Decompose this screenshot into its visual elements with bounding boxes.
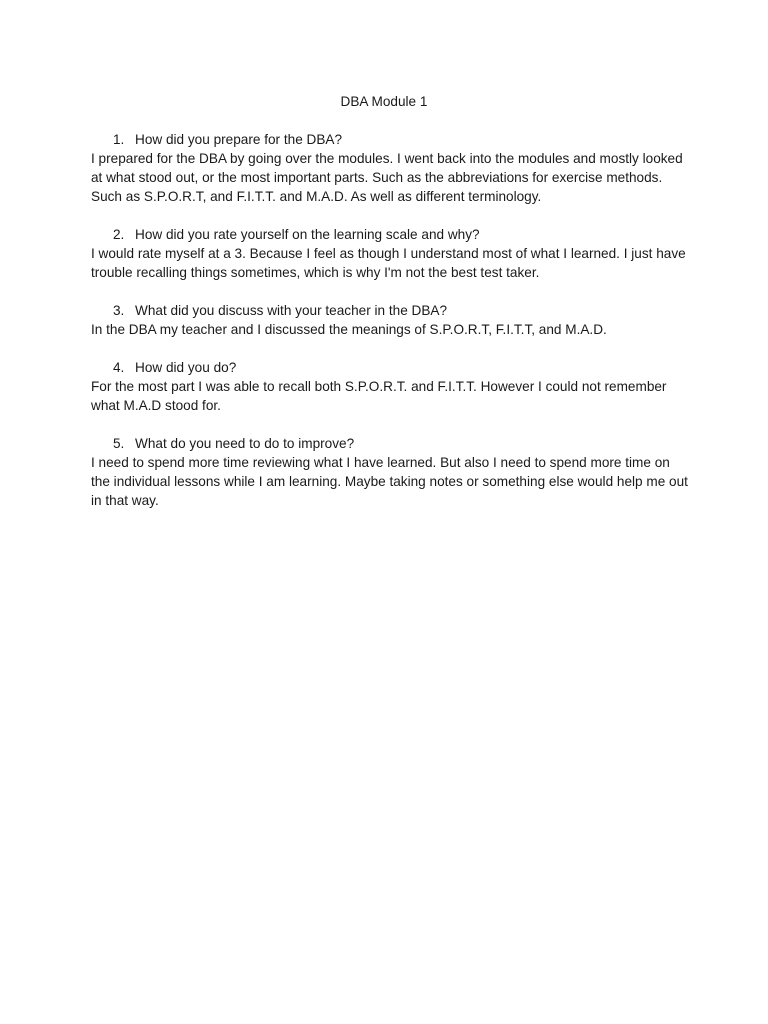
question-text: What did you discuss with your teacher in the DBA?: [135, 303, 448, 318]
question-2: [91, 225, 691, 244]
question-number: 1.: [113, 132, 125, 147]
question-1: [91, 130, 691, 149]
question-text: How did you do?: [135, 360, 237, 375]
question-5: [91, 434, 691, 453]
question-4: [91, 358, 691, 377]
qa-item-5: [91, 434, 691, 510]
answer-2: I would rate myself at a 3. Because I feel as though I understand most of what I learned. I just have trouble recalling things sometimes, which is why I'm not the best test taker.: [91, 246, 686, 280]
question-number: 2.: [113, 227, 125, 242]
question-text: How did you rate yourself on the learning scale and why?: [135, 227, 480, 242]
question-number: 3.: [113, 303, 125, 318]
question-3: [91, 301, 691, 320]
answer-4: For the most part I was able to recall both S.P.O.R.T. and F.I.T.T. However I could not remember what M.A.D stood for.: [91, 379, 667, 413]
qa-item-2: [91, 225, 691, 282]
qa-item-1: [91, 130, 691, 206]
qa-list: [91, 130, 691, 529]
qa-item-4: [91, 358, 691, 415]
answer-1: I prepared for the DBA by going over the modules. I went back into the modules and mostly looked at what stood out, or the most important parts. Such as the abbreviations for exercise methods. Such as S.P.O.R.T, and F.I.T.T. and M.A.D. As well as different terminology.: [91, 151, 683, 204]
question-number: 5.: [113, 436, 125, 451]
answer-3: In the DBA my teacher and I discussed the meanings of S.P.O.R.T, F.I.T.T, and M.A.D.: [91, 322, 607, 337]
question-number: 4.: [113, 360, 125, 375]
question-text: What do you need to do to improve?: [135, 436, 355, 451]
answer-5: I need to spend more time reviewing what I have learned. But also I need to spend more time on the individual lessons while I am learning. Maybe taking notes or something else would help me out in that way.: [91, 455, 688, 508]
qa-item-3: [91, 301, 691, 339]
page-title: DBA Module 1: [340, 94, 428, 109]
question-text: How did you prepare for the DBA?: [135, 132, 343, 147]
